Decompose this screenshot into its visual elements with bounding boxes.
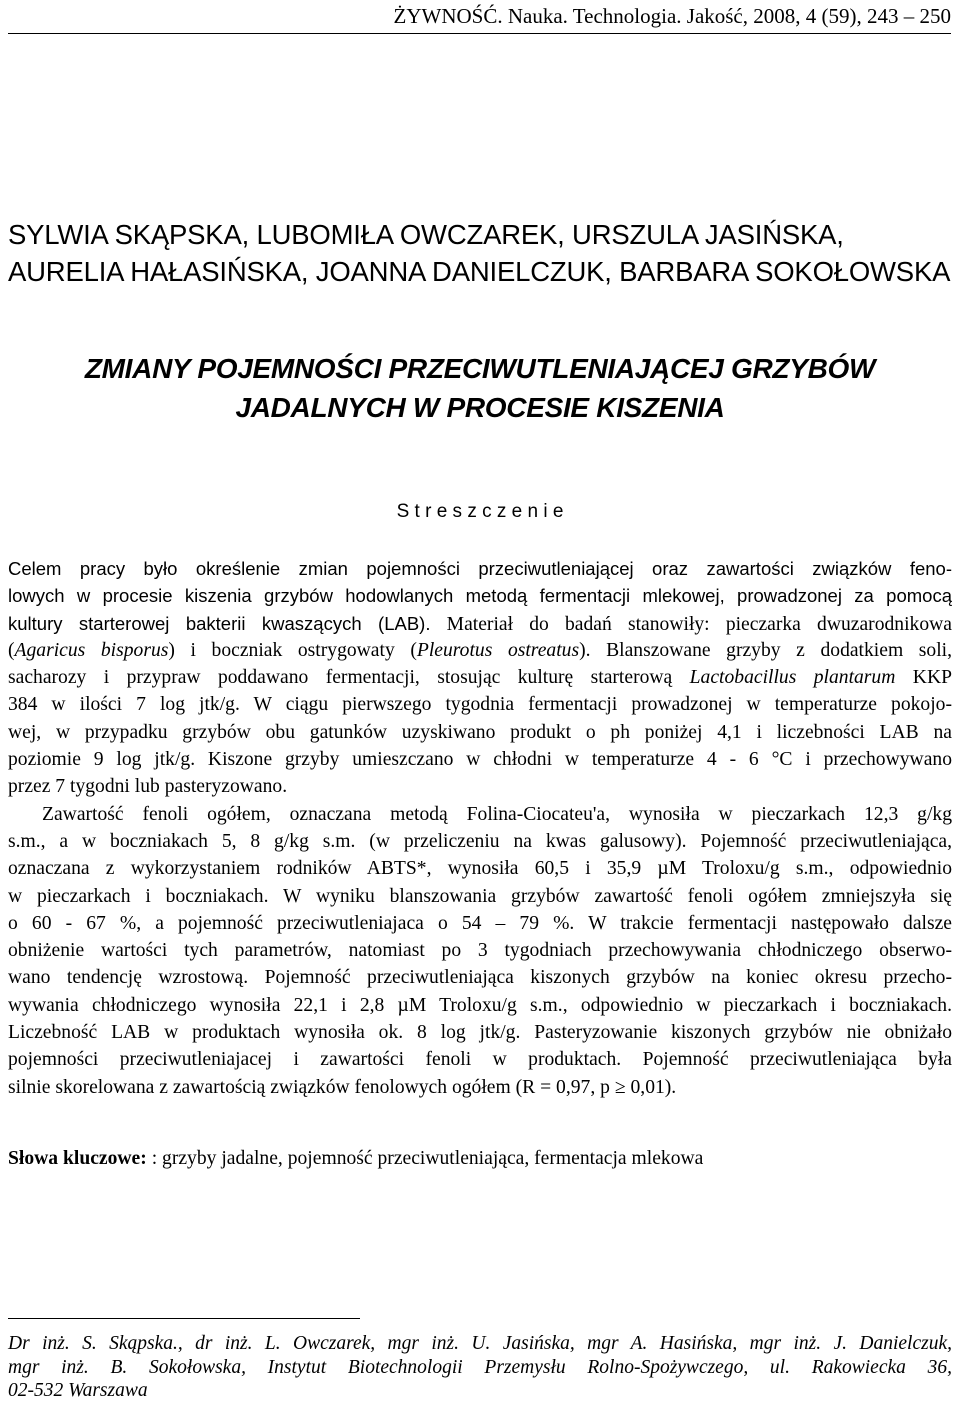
abstract-text: sacharozy i przypraw poddawano fermentacji, stosując kulturę starterową [8, 667, 690, 689]
footnote-line: Dr inż. S. Skąpska., dr inż. L. Owczarek, mgr inż. U. Jasińska, mgr A. Hasińska, mgr inż. J. Danielczuk, [8, 1333, 952, 1354]
title-line: JADALNYCH W PROCESIE KISZENIA [235, 392, 725, 423]
abstract-line: Zawartość fenoli ogółem, oznaczana metodą Folina-Ciocateu'a, wynosiła w pieczarkach 12,3 g/kg [42, 803, 952, 825]
author-list [8, 216, 952, 290]
paper-title [8, 349, 952, 427]
abstract-text: KKP [895, 667, 952, 689]
abstract-line: Liczebność LAB w produktach wynosiła ok. 8 log jtk/g. Pasteryzowanie kiszonych grzybów nie obniżało [8, 1022, 952, 1044]
species-name: Lactobacillus plantarum [689, 667, 896, 689]
abstract-line [8, 610, 952, 637]
footnote-line: mgr inż. B. Sokołowska, Instytut Biotechnologii Przemysłu Rolno-Spożywczego, ul. Rakowiecka 36, [8, 1356, 952, 1378]
abstract-line [8, 637, 952, 664]
title-line: ZMIANY POJEMNOŚCI PRZECIWUTLENIAJĄCEJ GRZYBÓW [84, 353, 876, 384]
species-name: Agaricus bisporus [14, 639, 169, 661]
abstract-line: obniżenie wartości tych parametrów, natomiast po 3 tygodniach przechowywania chłodniczego obserwo- [8, 940, 952, 962]
abstract-line: wywania chłodniczego wynosiła 22,1 i 2,8 µM Troloxu/g s.m., odpowiednio w pieczarkach i boczniakach. [8, 994, 952, 1016]
journal-citation: ŻYWNOŚĆ. Nauka. Technologia. Jakość, 2008, 4 (59), 243 – 250 [393, 4, 951, 28]
abstract-line: oznaczana z wykorzystaniem rodników ABTS*, wynosiła 60,5 i 35,9 µM Troloxu/g s.m., odpowiednio [8, 858, 952, 880]
authors-line: AURELIA HAŁASIŃSKA, JOANNA DANIELCZUK, BARBARA SOKOŁOWSKA [8, 256, 951, 287]
authors-line: SYLWIA SKĄPSKA, LUBOMIŁA OWCZAREK, URSZULA JASIŃSKA, [8, 219, 844, 250]
abstract-line: s.m., a w boczniakach 5, 8 g/kg s.m. (w przeliczeniu na kwas galusowy). Pojemność przeciwutleniająca, [8, 830, 952, 852]
abstract-line: pojemności przeciwutleniajacej i zawartości fenoli w produktach. Pojemność przeciwutleniająca była [8, 1049, 952, 1071]
journal-header [8, 2, 951, 34]
keywords-label: Słowa kluczowe: [8, 1148, 147, 1169]
keywords-text: : grzyby jadalne, pojemność przeciwutleniająca, fermentacja mlekowa [146, 1148, 704, 1169]
footnote-line: 02-532 Warszawa [8, 1380, 148, 1401]
abstract-line: w pieczarkach i boczniakach. W wyniku blanszowania grzybów zawartość fenoli ogółem zmniejszyła się [8, 885, 952, 907]
abstract-line: poziomie 9 log jtk/g. Kiszone grzyby umieszczano w chłodni w temperaturze 4 - 6 °C i przechowywano [8, 749, 952, 771]
abstract-line: o 60 - 67 %, a pojemność przeciwutleniajaca o 54 – 79 %. W trakcie fermentacji następowało dalsze [8, 912, 952, 934]
author-affiliation-footnote [8, 1332, 952, 1403]
abstract-heading: S t r e s z c z e n i e [396, 501, 564, 522]
keywords [8, 1145, 952, 1172]
abstract-text: Materiał do badań stanowiły: pieczarka dwuzarodnikowa [430, 613, 952, 635]
abstract-line: wano tendencję wzrostową. Pojemność przeciwutleniająca kiszonych grzybów na koniec okresu przecho- [8, 967, 952, 989]
abstract-line: 384 w ilości 7 log jtk/g. W ciągu pierwszego tygodnia fermentacji prowadzonej w temperaturze pokojo- [8, 694, 952, 716]
abstract-text: ( [8, 639, 15, 661]
abstract-line: wej, w przypadku grzybów obu gatunków uzyskiwano produkt o ph poniżej 4,1 i liczebności LAB na [8, 721, 952, 743]
abstract-line: przez 7 tygodni lub pasteryzowano. [8, 776, 288, 798]
abstract-line: silnie skorelowana z zawartością związków fenolowych ogółem (R = 0,97, p ≥ 0,01). [8, 1076, 677, 1098]
abstract-text: ) i boczniak ostrygowaty ( [168, 639, 417, 661]
abstract-text: kultury starterowej bakterii kwaszących (LAB). [8, 612, 431, 634]
abstract-line: Celem pracy było określenie zmian pojemności przeciwutleniającej oraz zawartości związków feno- [8, 558, 952, 579]
abstract-text: ). Blanszowane grzyby z dodatkiem soli, [579, 639, 952, 661]
footnote-divider [8, 1318, 360, 1319]
abstract-body [8, 555, 952, 1101]
abstract-line: lowych w procesie kiszenia grzybów hodowlanych metodą fermentacji mlekowej, prowadzonej za pomocą [8, 585, 952, 607]
abstract-line [8, 664, 952, 691]
species-name: Pleurotus ostreatus [416, 639, 580, 661]
